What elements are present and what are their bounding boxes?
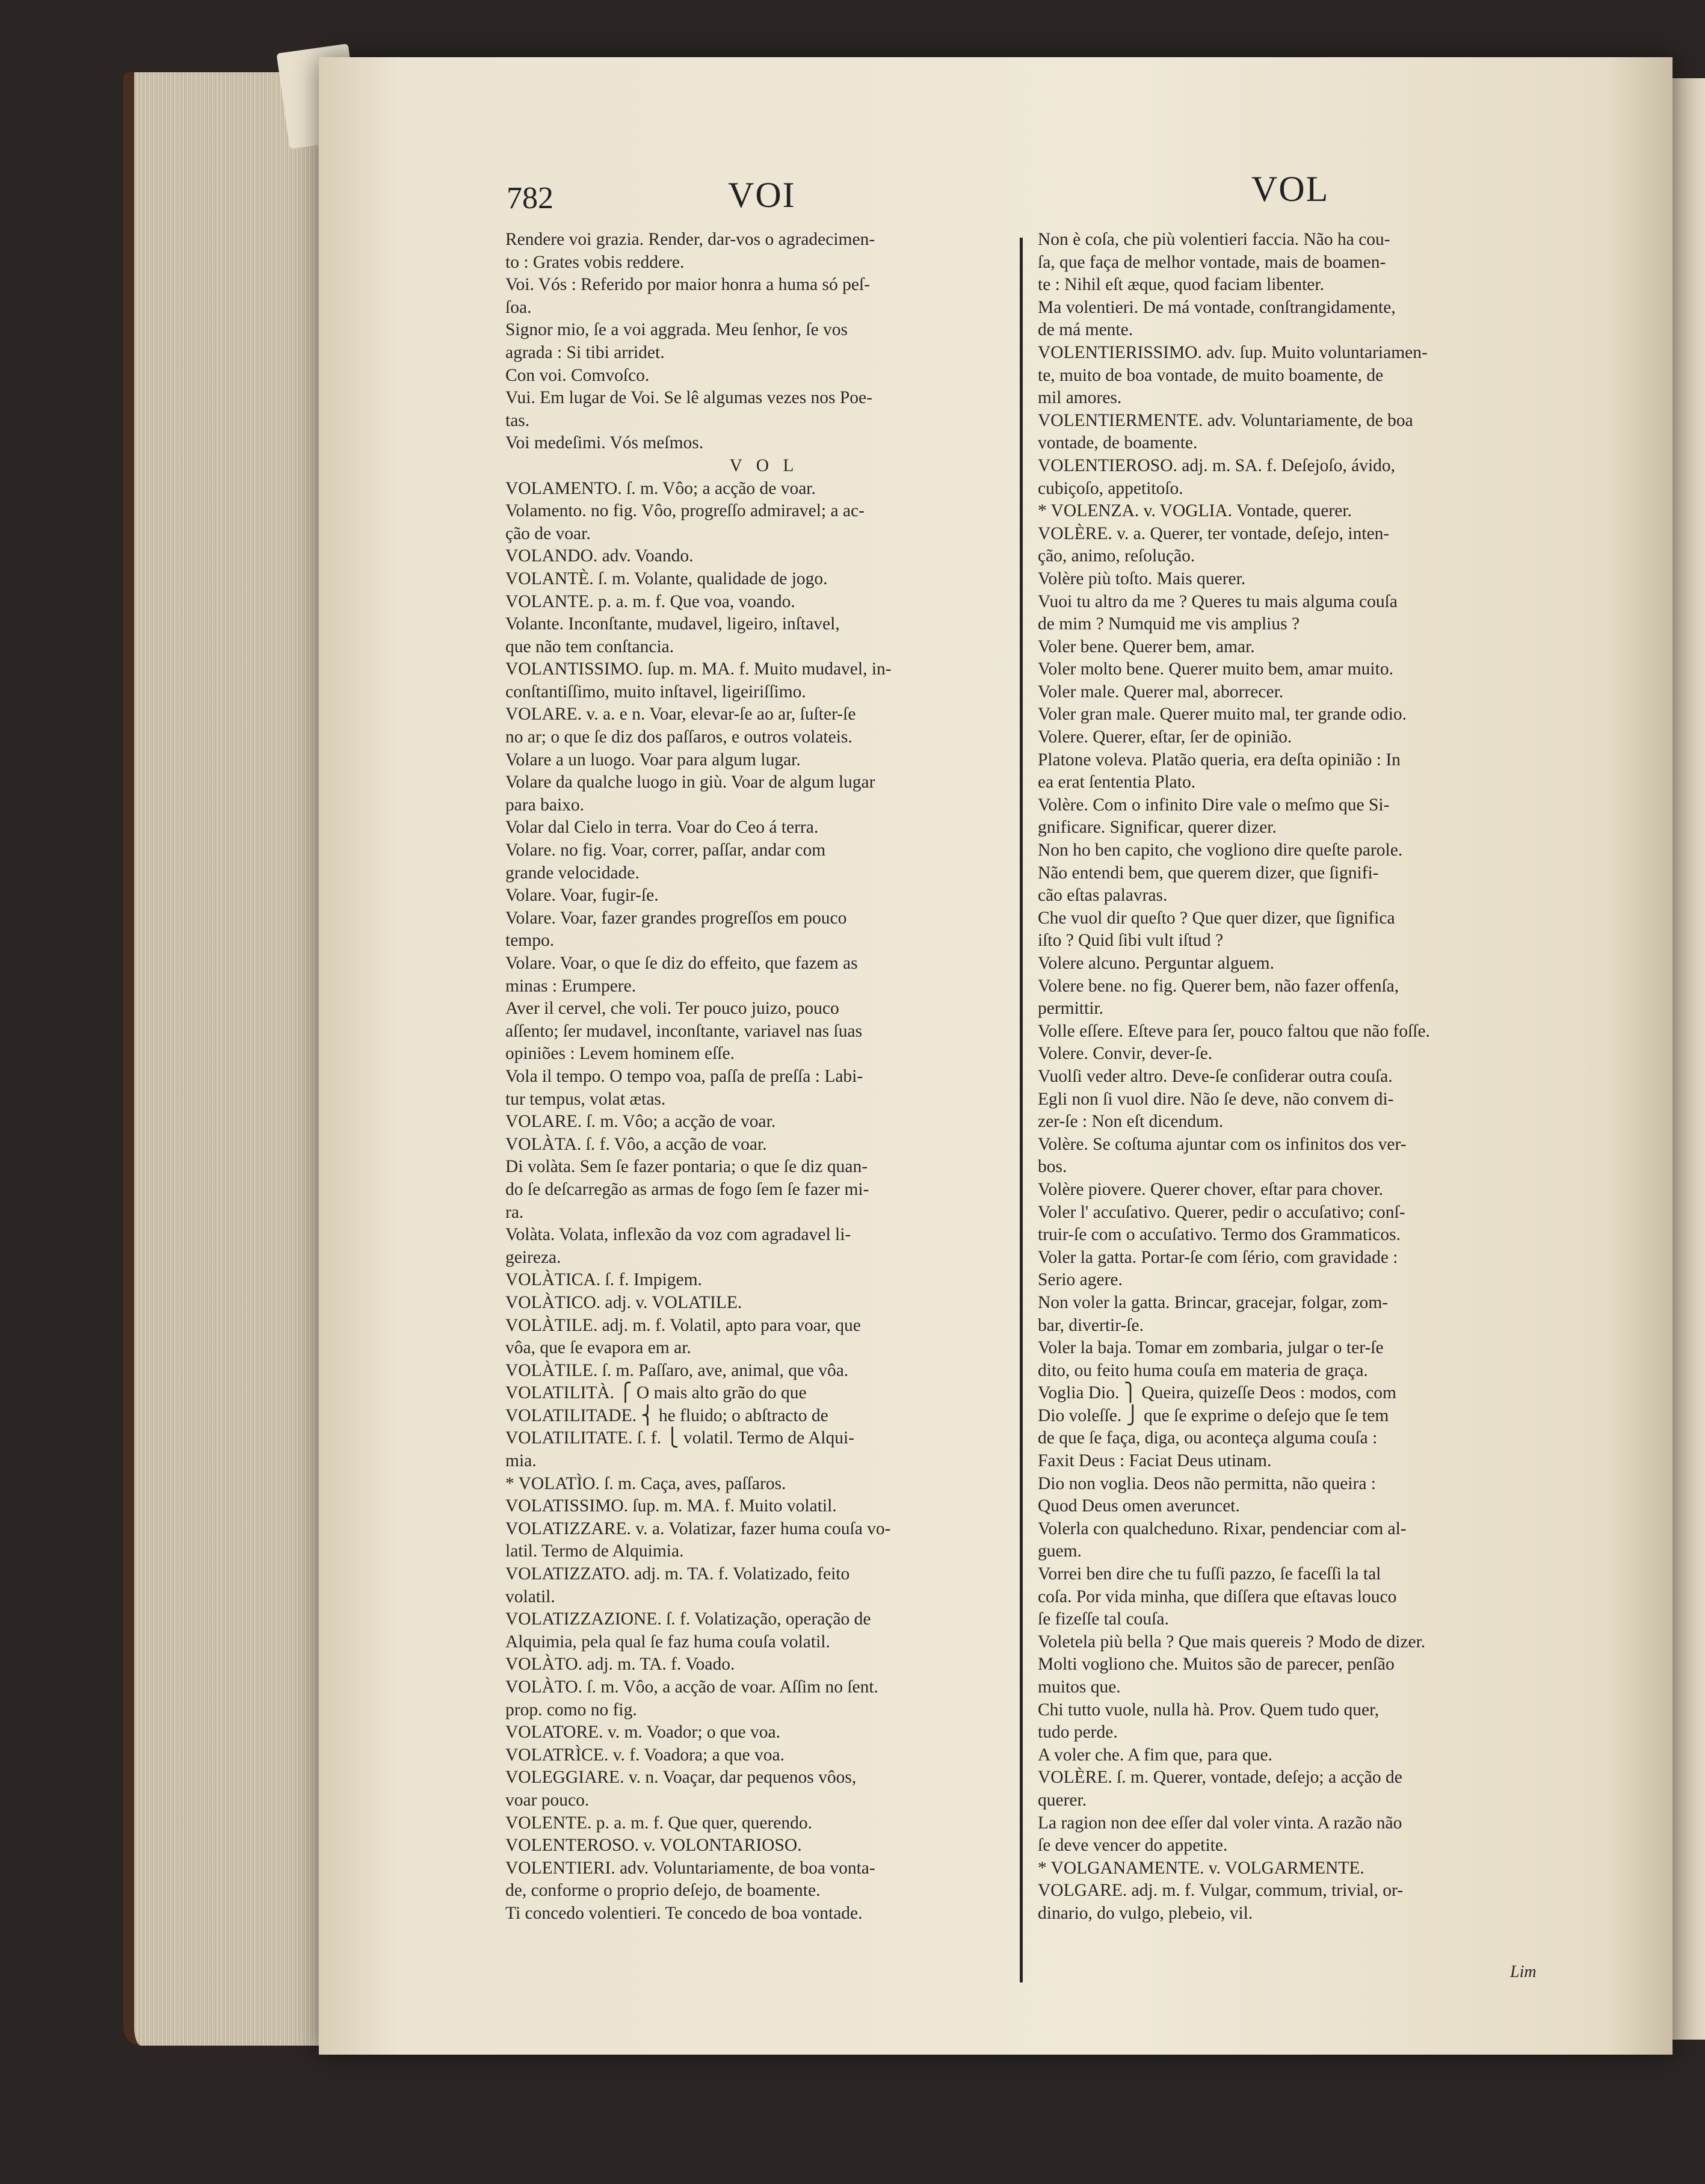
entry-line: Voler l' accuſativo. Querer, pedir o accuſativo; conſ- [1038, 1202, 1405, 1222]
entry-line: VOLATIZZARE. v. a. Volatizar, fazer huma couſa vo- [505, 1519, 891, 1538]
entry-line: Voler gran male. Querer muito mal, ter grande odio. [1038, 705, 1407, 724]
entry-line: VOLENTIEROSO. adj. m. SA. f. Deſejoſo, ávido, [1038, 455, 1396, 475]
entry-line: La ragion non dee eſſer dal voler vinta. A razão não [1038, 1813, 1402, 1833]
entry-line: VOLEGGIARE. v. n. Voaçar, dar pequenos vôos, [505, 1768, 857, 1788]
entry-line: VOLATILITATE. ſ. f. ⎩ volatil. Termo de Alqui- [505, 1428, 855, 1448]
entry-line: gnificare. Significar, querer dizer. [1038, 818, 1277, 838]
entry-line: Molti vogliono che. Muitos são de parecer, penſão [1038, 1655, 1395, 1674]
entry-line: de que ſe faça, diga, ou aconteça alguma couſa : [1038, 1428, 1378, 1448]
entry-line: Di volàta. Sem ſe fazer pontaria; o que ſe diz quan- [505, 1157, 868, 1177]
entry-line: permittir. [1038, 999, 1103, 1019]
entry-line: A voler che. A fim que, para que. [1038, 1745, 1272, 1765]
section-heading: V O L [729, 455, 799, 475]
entry-line: VOLATIZZATO. adj. m. TA. f. Volatizado, feito [505, 1564, 850, 1584]
entry-line: dinario, do vulgo, plebeio, vil. [1038, 1903, 1253, 1923]
entry-line: Voler bene. Querer bem, amar. [1038, 637, 1255, 656]
entry-line: Voler la baja. Tomar em zombaria, julgar o ter-ſe [1038, 1338, 1384, 1358]
entry-line: ſoa. [505, 297, 532, 317]
entry-line: Volare. Voar, fugir-ſe. [505, 886, 659, 905]
entry-line: ção de voar. [505, 523, 591, 543]
entry-line: Voi medeſimi. Vós meſmos. [505, 433, 704, 453]
entry-line: Ma volentieri. De má vontade, conſtrangidamente, [1038, 297, 1396, 317]
entry-line: tudo perde. [1038, 1723, 1118, 1742]
entry-line: conſtantiſſimo, muito inſtavel, ligeiriſſimo. [505, 682, 806, 702]
entry-line: Con voi. Comvoſco. [505, 365, 650, 385]
entry-line: Aver il cervel, che voli. Ter pouco juizo, pouco [505, 999, 839, 1019]
running-head-left: VOI [728, 175, 796, 215]
entry-line: VOLÈRE. v. a. Querer, ter vontade, deſejo, inten- [1038, 523, 1390, 543]
entry-line: Rendere voi grazia. Render, dar-vos o agradecimen- [505, 230, 875, 249]
entry-line: tas. [505, 410, 530, 430]
page-number: 782 [507, 181, 553, 215]
entry-line: de má mente. [1038, 320, 1133, 340]
entry-line: cubiçoſo, appetitoſo. [1038, 478, 1183, 498]
entry-line: Dio voleſſe. ⎭ que ſe exprime o deſejo que ſe tem [1038, 1405, 1389, 1425]
entry-line: Vuoi tu altro da me ? Queres tu mais alguma couſa [1038, 591, 1398, 611]
entry-line: Volère piovere. Querer chover, eſtar para chover. [1038, 1179, 1384, 1199]
entry-line: no ar; o que ſe diz dos paſſaros, e outros volateis. [505, 727, 852, 747]
entry-line: VOLAMENTO. ſ. m. Vôo; a acção de voar. [505, 478, 816, 498]
entry-line: dito, ou feito huma couſa em materia de graça. [1038, 1360, 1368, 1380]
entry-line: VOLENTE. p. a. m. f. Que quer, querendo. [505, 1813, 812, 1833]
entry-line: cão eſtas palavras. [1038, 886, 1168, 905]
entry-line: bar, divertir-ſe. [1038, 1315, 1144, 1335]
entry-line: Voler molto bene. Querer muito bem, amar muito. [1038, 659, 1393, 679]
entry-line: de mim ? Numquid me vis amplius ? [1038, 614, 1300, 634]
entry-line: Volere alcuno. Perguntar alguem. [1038, 954, 1274, 973]
entry-line: minas : Erumpere. [505, 976, 637, 996]
entry-line: tempo. [505, 931, 555, 951]
entry-line: Signor mio, ſe a voi aggrada. Meu ſenhor, ſe vos [505, 320, 848, 340]
entry-line: agrada : Si tibi arridet. [505, 342, 665, 362]
entry-line: latil. Termo de Alquimia. [505, 1541, 684, 1561]
entry-line: Volante. Inconſtante, mudavel, ligeiro, inſtavel, [505, 614, 840, 634]
entry-line: tur tempus, volat ætas. [505, 1089, 666, 1109]
entry-line: to : Grates vobis reddere. [505, 252, 685, 272]
entry-line: VOLENTIERISSIMO. adv. ſup. Muito voluntariamen- [1038, 342, 1428, 362]
entry-line: Serio agere. [1038, 1270, 1123, 1290]
entry-line: VOLÀTILE. adj. m. f. Volatil, apto para voar, que [505, 1315, 861, 1335]
entry-line: ea erat ſententia Plato. [1038, 773, 1196, 792]
entry-line: Ti concedo volentieri. Te concedo de boa vontade. [505, 1903, 863, 1923]
entry-line: VOLANTÈ. ſ. m. Volante, qualidade de jogo. [505, 569, 828, 588]
entry-line: VOLATORE. v. m. Voador; o que voa. [505, 1723, 780, 1742]
entry-line: Vorrei ben dire che tu fuſſi pazzo, ſe faceſſi la tal [1038, 1564, 1381, 1584]
entry-line: opiniões : Levem hominem eſſe. [505, 1044, 735, 1064]
entry-line: volatil. [505, 1587, 555, 1606]
entry-line: Voler la gatta. Portar-ſe com ſério, com gravidade : [1038, 1247, 1398, 1267]
entry-line: Volere. Querer, eſtar, ſer de opinião. [1038, 727, 1292, 747]
entry-line: Vui. Em lugar de Voi. Se lê algumas vezes nos Poe- [505, 388, 872, 408]
entry-line: * VOLGANAMENTE. v. VOLGARMENTE. [1038, 1858, 1364, 1878]
entry-line: * VOLENZA. v. VOGLIA. Vontade, querer. [1038, 501, 1352, 521]
entry-line: te, muito de boa vontade, de muito boamente, de [1038, 365, 1384, 385]
left-column [505, 229, 1023, 1925]
entry-line: VOLATIZZAZIONE. ſ. f. Volatização, operação de [505, 1609, 871, 1629]
entry-line: vôa, que ſe evapora em ar. [505, 1338, 691, 1358]
entry-line: VOLANDO. adv. Voando. [505, 546, 694, 566]
entry-line: Voler male. Querer mal, aborrecer. [1038, 682, 1284, 702]
entry-line: VOLATISSIMO. ſup. m. MA. f. Muito volatil. [505, 1496, 837, 1516]
right-column [1038, 229, 1555, 1925]
entry-line: Volamento. no fig. Vôo, progreſſo admiravel; a ac- [505, 501, 865, 521]
entry-line: truir-ſe com o accuſativo. Termo dos Grammaticos. [1038, 1225, 1401, 1245]
catchword: Lim [1510, 1963, 1537, 1981]
entry-line: VOLÀTO. adj. m. TA. f. Voado. [505, 1655, 735, 1674]
entry-line: aſſento; ſer mudavel, inconſtante, variavel nas ſuas [505, 1021, 863, 1041]
book-page-edges [123, 72, 333, 2046]
entry-line: Vola il tempo. O tempo voa, paſſa de preſſa : Labi- [505, 1066, 863, 1086]
entry-line: Voletela più bella ? Que mais quereis ? Modo de dizer. [1038, 1632, 1426, 1652]
entry-line: * VOLATÌO. ſ. m. Caça, aves, paſſaros. [505, 1473, 786, 1493]
entry-line: iſto ? Quid ſibi vult iſtud ? [1038, 931, 1224, 951]
entry-line: Chi tutto vuole, nulla hà. Prov. Quem tudo quer, [1038, 1700, 1380, 1720]
entry-line: Non voler la gatta. Brincar, gracejar, folgar, zom- [1038, 1292, 1389, 1312]
entry-line: VOLARE. v. a. e n. Voar, elevar-ſe ao ar, ſuſter-ſe [505, 705, 856, 724]
entry-line: voar pouco. [505, 1790, 590, 1810]
entry-line: Non è coſa, che più volentieri faccia. Não ha cou- [1038, 230, 1390, 249]
entry-line: do ſe deſcarregão as armas de fogo ſem ſe fazer mi- [505, 1179, 869, 1199]
entry-line: Vuolſi veder altro. Deve-ſe conſiderar outra couſa. [1038, 1066, 1393, 1086]
entry-line: para baixo. [505, 795, 585, 815]
entry-line: Platone voleva. Platão queria, era deſta opinião : In [1038, 750, 1401, 770]
entry-line: Volle eſſere. Eſteve para ſer, pouco faltou que não foſſe. [1038, 1021, 1430, 1041]
entry-line: Volar dal Cielo in terra. Voar do Ceo á terra. [505, 818, 819, 838]
entry-line: VOLÈRE. ſ. m. Querer, vontade, deſejo; a acção de [1038, 1768, 1402, 1788]
entry-line: bos. [1038, 1157, 1067, 1177]
entry-line: Alquimia, pela qual ſe faz huma couſa volatil. [505, 1632, 830, 1652]
entry-line: Che vuol dir queſto ? Que quer dizer, que ſignifica [1038, 908, 1395, 928]
entry-line: Volere bene. no fig. Querer bem, não fazer offenſa, [1038, 976, 1399, 996]
entry-line: Voi. Vós : Referido por maior honra a huma só peſ- [505, 275, 871, 295]
entry-line: Volare a un luogo. Voar para algum lugar. [505, 750, 801, 770]
entry-line: Egli non ſi vuol dire. Não ſe deve, não convem di- [1038, 1089, 1394, 1109]
entry-line: Non ho ben capito, che vogliono dire queſte parole. [1038, 841, 1403, 860]
entry-line: guem. [1038, 1541, 1082, 1561]
entry-line: VOLENTIERI. adv. Voluntariamente, de boa vonta- [505, 1858, 875, 1878]
entry-line: VOLÀTICA. ſ. f. Impigem. [505, 1270, 702, 1290]
entry-line: VOLÀTA. ſ. f. Vôo, a acção de voar. [505, 1134, 767, 1154]
entry-line: Voglia Dio. ⎫ Queira, quizeſſe Deos : modos, com [1038, 1383, 1396, 1403]
entry-line: Volare. no fig. Voar, correr, paſſar, andar com [505, 841, 826, 860]
entry-line: Volare. Voar, fazer grandes progreſſos em pouco [505, 908, 847, 928]
entry-line: VOLGARE. adj. m. f. Vulgar, commum, trivial, or- [1038, 1881, 1404, 1901]
entry-line: Volare da qualche luogo in giù. Voar de algum lugar [505, 773, 875, 792]
entry-line: Quod Deus omen averuncet. [1038, 1496, 1240, 1516]
entry-line: VOLENTIERMENTE. adv. Voluntariamente, de boa [1038, 410, 1413, 430]
entry-line: Dio non voglia. Deos não permitta, não queira : [1038, 1473, 1376, 1493]
entry-line: grande velocidade. [505, 863, 640, 883]
entry-line: VOLÀTO. ſ. m. Vôo, a acção de voar. Aſſim no ſent. [505, 1677, 878, 1697]
entry-line: VOLÀTICO. adj. v. VOLATILE. [505, 1292, 742, 1312]
entry-line: ção, animo, reſolução. [1038, 546, 1195, 566]
entry-line: VOLATRÌCE. v. f. Voadora; a que voa. [505, 1745, 785, 1765]
entry-line: ſa, que faça de melhor vontade, mais de boamen- [1038, 252, 1386, 272]
entry-line: que não tem conſtancia. [505, 637, 674, 656]
entry-line: ſe fizeſſe tal couſa. [1038, 1609, 1169, 1629]
running-head-right: VOL [1251, 169, 1330, 209]
entry-line: coſa. Por vida minha, que diſſera que eſtavas louco [1038, 1587, 1397, 1606]
entry-line: geireza. [505, 1247, 561, 1267]
entry-line: mil amores. [1038, 388, 1122, 408]
entry-line: VOLARE. ſ. m. Vôo; a acção de voar. [505, 1112, 776, 1132]
entry-line: Volère più toſto. Mais querer. [1038, 569, 1246, 588]
entry-line: VOLATILITADE. ⎨ he fluido; o abſtracto de [505, 1405, 828, 1425]
entry-line: de, conforme o proprio deſejo, de boamente. [505, 1881, 821, 1901]
entry-line: Volere. Convir, dever-ſe. [1038, 1044, 1213, 1064]
entry-line: mia. [505, 1451, 537, 1471]
entry-line: VOLANTE. p. a. m. f. Que voa, voando. [505, 591, 795, 611]
entry-line: Volerla con qualcheduno. Rixar, pendenciar com al- [1038, 1519, 1407, 1538]
entry-line: vontade, de boamente. [1038, 433, 1198, 453]
entry-line: Não entendi bem, que querem dizer, que ſignifi- [1038, 863, 1379, 883]
entry-line: ſe deve vencer do appetite. [1038, 1836, 1228, 1855]
entry-line: ra. [505, 1202, 524, 1222]
entry-line: Volère. Com o infinito Dire vale o meſmo que Si- [1038, 795, 1390, 815]
entry-line: VOLANTISSIMO. ſup. m. MA. f. Muito mudavel, in- [505, 659, 892, 679]
entry-line: Faxit Deus : Faciat Deus utinam. [1038, 1451, 1272, 1471]
entry-line: zer-ſe : Non eſt dicendum. [1038, 1112, 1224, 1132]
entry-line: prop. como no fig. [505, 1700, 637, 1720]
entry-line: Volàta. Volata, inflexão da voz com agradavel li- [505, 1225, 851, 1245]
entry-line: te : Nihil eſt æque, quod faciam libenter. [1038, 275, 1324, 295]
entry-line: VOLENTEROSO. v. VOLONTARIOSO. [505, 1836, 802, 1855]
entry-line: Volare. Voar, o que ſe diz do effeito, que fazem as [505, 954, 858, 973]
entry-line: Volère. Se coſtuma ajuntar com os infinitos dos ver- [1038, 1134, 1407, 1154]
entry-line: querer. [1038, 1790, 1087, 1810]
entry-line: muitos que. [1038, 1677, 1121, 1697]
entry-line: VOLÀTILE. ſ. m. Paſſaro, ave, animal, que vôa. [505, 1360, 849, 1380]
entry-line: VOLATILITÀ. ⎧ O mais alto grão do que [505, 1383, 807, 1403]
